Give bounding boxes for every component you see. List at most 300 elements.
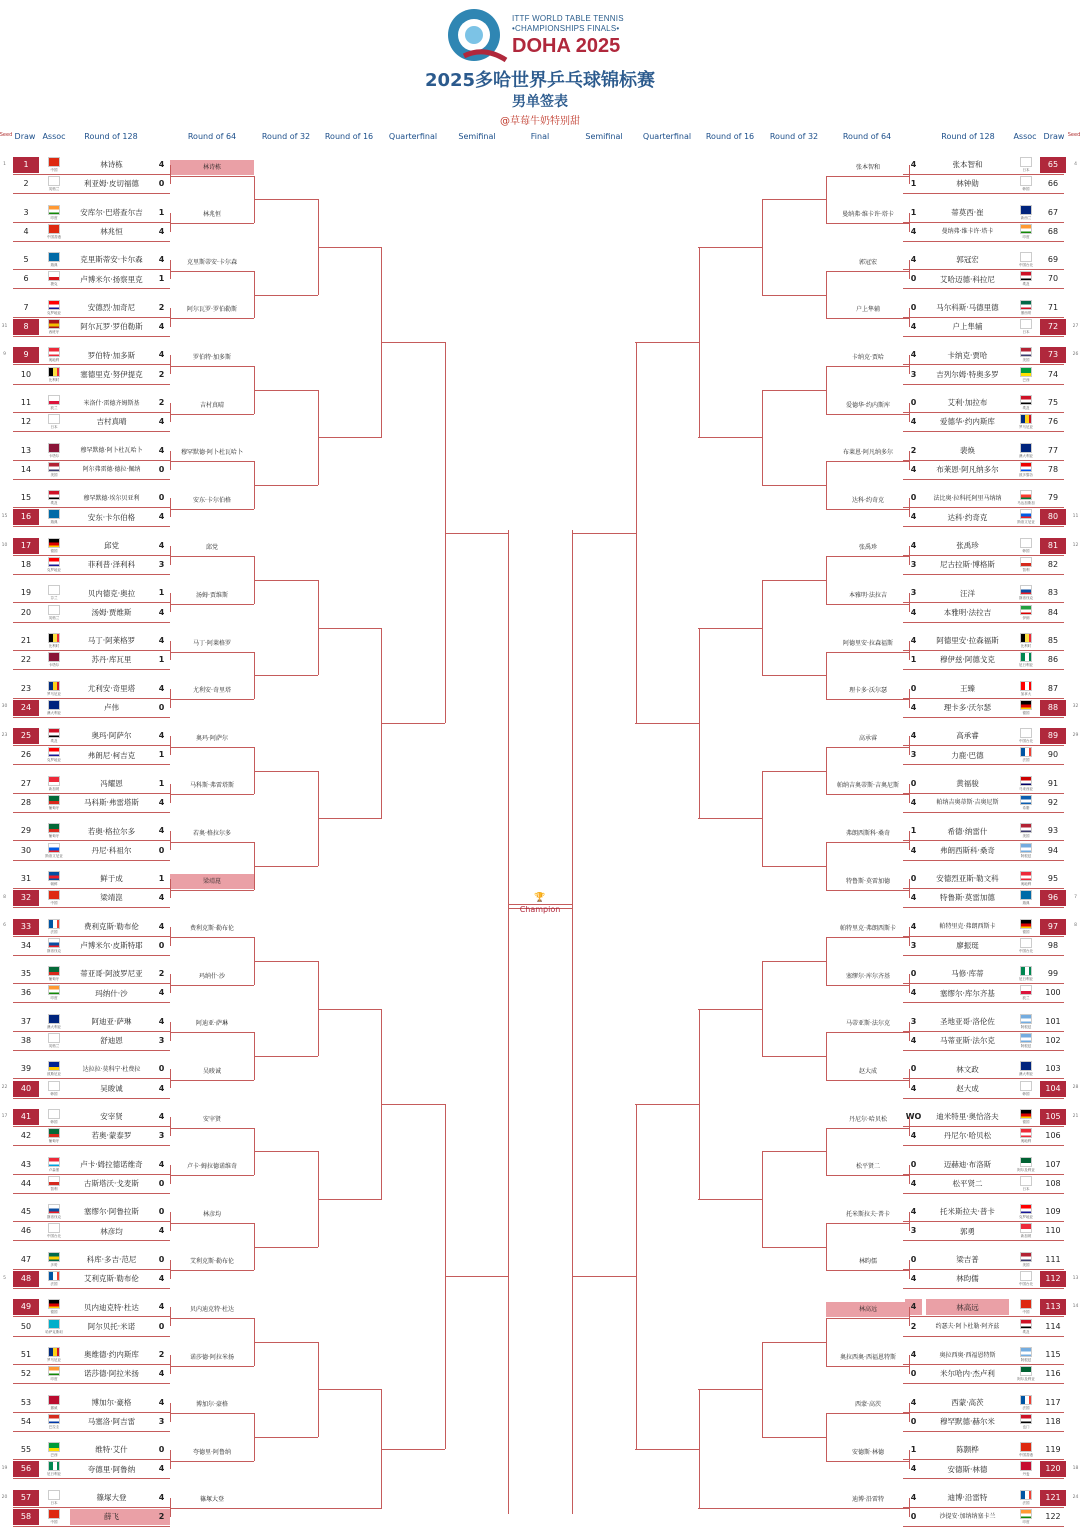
player-name[interactable]: 阿尔贝托·米诺 bbox=[87, 1321, 136, 1331]
player-name[interactable]: 郭冠宏 bbox=[956, 255, 979, 265]
draw-number: 25 bbox=[13, 728, 39, 744]
bracket-line bbox=[826, 1461, 910, 1462]
player-name[interactable]: 林彦均 bbox=[100, 1226, 123, 1236]
bracket-line bbox=[909, 1165, 910, 1184]
bracket-line bbox=[13, 1193, 170, 1194]
round64-name: 帕纳吉奥蒂斯·吉奥尼斯 bbox=[837, 782, 899, 790]
player-name[interactable]: 阿迪亚·萨琳 bbox=[91, 1017, 132, 1027]
flag-sk-icon bbox=[1020, 585, 1032, 595]
bracket-line bbox=[13, 860, 170, 861]
match-score: WO bbox=[905, 1112, 922, 1121]
assoc-label: 葡萄牙 bbox=[48, 977, 60, 982]
player-name[interactable]: 艾利克斯·勒布伦 bbox=[84, 1274, 139, 1284]
assoc-label: 葡萄牙 bbox=[48, 805, 60, 810]
flag-pt-icon bbox=[48, 823, 60, 833]
player-name[interactable]: 苏丹·库瓦里 bbox=[91, 655, 132, 665]
player-name[interactable]: 薛飞 bbox=[70, 1509, 153, 1525]
draw-number: 76 bbox=[1047, 417, 1059, 427]
player-name[interactable]: 博加尔·豪格 bbox=[91, 1397, 132, 1407]
bracket-line bbox=[170, 271, 254, 272]
round64-name: 特鲁斯·莫雷加德 bbox=[846, 877, 890, 885]
assoc-label: 马达加斯加 bbox=[1017, 501, 1035, 506]
player-name[interactable]: 弗朗尼·柯吉克 bbox=[87, 750, 136, 760]
flag-en-icon bbox=[48, 176, 60, 186]
bracket-line bbox=[826, 176, 910, 177]
player-name[interactable]: 林文政 bbox=[956, 1064, 979, 1074]
player-name[interactable]: 夸德里·阿鲁纳 bbox=[87, 1464, 136, 1474]
draw-number: 9 bbox=[13, 347, 39, 363]
player-name[interactable]: 吴晙诚 bbox=[100, 1083, 123, 1093]
player-name[interactable]: 克里斯蒂安·卡尔森 bbox=[80, 255, 143, 265]
player-name[interactable]: 廖振珽 bbox=[956, 940, 979, 950]
match-score: 0 bbox=[158, 702, 165, 712]
player-name[interactable]: 吉列尔姆·特奥多罗 bbox=[936, 369, 999, 379]
player-name[interactable]: 沙提安·加纳纳塞卡兰 bbox=[939, 1513, 996, 1521]
bracket-line bbox=[698, 1508, 762, 1509]
round64-name: 马蒂亚斯·法尔克 bbox=[846, 1020, 890, 1028]
player-name[interactable]: 曼纳弗·维卡许·塔卡 bbox=[941, 228, 994, 236]
bracket-line bbox=[13, 650, 170, 651]
draw-number: 69 bbox=[1047, 255, 1059, 265]
assoc-label: 墨西哥 bbox=[1020, 310, 1032, 315]
bracket-line bbox=[903, 1269, 1064, 1270]
draw-number: 54 bbox=[20, 1416, 32, 1426]
assoc-label: 阿根廷 bbox=[1020, 853, 1032, 858]
player-name[interactable]: 梁吉普 bbox=[956, 1255, 979, 1265]
player-name[interactable]: 高承睿 bbox=[956, 731, 979, 741]
player-name[interactable]: 安宰贤 bbox=[100, 1112, 123, 1122]
player-name[interactable]: 穆罕默德·埃尔贝亚利 bbox=[83, 494, 140, 502]
player-name[interactable]: 利亚姆·皮切福德 bbox=[84, 179, 139, 189]
draw-number: 58 bbox=[13, 1509, 39, 1525]
player-name[interactable]: 艾利·加拉布 bbox=[947, 398, 988, 408]
flag-au-icon bbox=[48, 1014, 60, 1024]
player-name[interactable]: 蒂亚哥·阿波罗尼亚 bbox=[80, 969, 143, 979]
bracket-line bbox=[13, 1288, 170, 1289]
bracket-line bbox=[826, 366, 827, 414]
player-name[interactable]: 艾哈迈德·科拉尼 bbox=[940, 274, 995, 284]
bracket-line bbox=[13, 1221, 170, 1222]
player-name[interactable]: 安德烈亚斯·勒文科 bbox=[936, 874, 999, 884]
bracket-line bbox=[13, 840, 170, 841]
player-name[interactable]: 贝内德克·奥拉 bbox=[87, 588, 136, 598]
player-name[interactable]: 帕纳吉奥蒂斯·吉奥尼斯 bbox=[936, 799, 999, 807]
bracket-line bbox=[170, 546, 171, 565]
round64-name: 罗伯特·加多斯 bbox=[193, 353, 231, 361]
match-score: 4 bbox=[910, 731, 917, 741]
assoc-label: 印度 bbox=[50, 1377, 58, 1382]
player-name[interactable]: 奥维德·约内斯库 bbox=[84, 1350, 139, 1360]
bracket-line bbox=[170, 652, 254, 653]
player-name[interactable]: 林高远 bbox=[926, 1299, 1009, 1315]
flag-cl-icon bbox=[1020, 557, 1032, 567]
draw-number: 91 bbox=[1047, 778, 1059, 788]
player-name[interactable]: 帕特里克·弗朗西斯卡 bbox=[939, 923, 996, 931]
player-name[interactable]: 奥玛·阿萨尔 bbox=[91, 731, 132, 741]
player-name[interactable]: 法比奥·拉科托阿里马纳纳 bbox=[933, 494, 1002, 502]
player-name[interactable]: 裴焕 bbox=[960, 445, 975, 455]
match-score: 0 bbox=[910, 1511, 917, 1521]
draw-number: 118 bbox=[1045, 1416, 1061, 1426]
player-name[interactable]: 菲利普·泽利科 bbox=[87, 560, 136, 570]
player-name[interactable]: 林兆恒 bbox=[100, 226, 123, 236]
seed-number: 12 bbox=[1072, 542, 1079, 548]
round64-name: 爱德华·约内斯库 bbox=[846, 401, 890, 409]
flag-ng-icon bbox=[1020, 966, 1032, 976]
draw-number: 87 bbox=[1047, 683, 1059, 693]
player-name[interactable]: 黄福骏 bbox=[956, 779, 979, 789]
draw-number: 85 bbox=[1047, 636, 1059, 645]
player-name[interactable]: 穆罕默德·阿卜杜瓦哈卜 bbox=[80, 447, 143, 455]
page-title: 2025多哈世界乒乓球锦标赛 bbox=[424, 70, 656, 91]
round64-name: 卡纳克·贾哈 bbox=[852, 353, 884, 361]
player-name[interactable]: 冯耀恩 bbox=[100, 779, 123, 789]
assoc-label: 斯洛文尼亚 bbox=[45, 853, 63, 858]
player-name[interactable]: 西蒙·高茨 bbox=[951, 1397, 984, 1407]
player-name[interactable]: 马塞洛·阿吉雷 bbox=[87, 1416, 136, 1426]
player-name[interactable]: 希德·纳雷什 bbox=[947, 826, 988, 836]
player-name[interactable]: 马蒂亚斯·法尔克 bbox=[940, 1036, 995, 1046]
assoc-label: 罗马尼亚 bbox=[47, 691, 61, 696]
assoc-label: 巴拉圭 bbox=[48, 1424, 60, 1429]
seed-number: 29 bbox=[1072, 732, 1079, 738]
draw-number: 104 bbox=[1040, 1081, 1066, 1097]
player-name[interactable]: 阿尔瓦罗·罗伯勒斯 bbox=[80, 322, 143, 332]
draw-number: 19 bbox=[20, 588, 32, 598]
match-score: 4 bbox=[910, 160, 917, 169]
match-score: 3 bbox=[158, 559, 165, 569]
player-name[interactable]: 达科·约奇克 bbox=[947, 512, 988, 522]
player-name[interactable]: 本雅明·法拉吉 bbox=[943, 607, 992, 617]
player-name[interactable]: 迪米特里·奥恰洛夫 bbox=[936, 1112, 999, 1122]
match-score: 0 bbox=[910, 874, 917, 883]
bracket-line bbox=[13, 1145, 170, 1146]
player-name[interactable]: 塞缪尔·阿鲁拉斯 bbox=[84, 1207, 139, 1217]
assoc-label: 日本 bbox=[1022, 329, 1030, 334]
assoc-label: 伊朗 bbox=[1022, 615, 1030, 620]
round64-name: 阿德里安·拉森福斯 bbox=[843, 639, 893, 647]
player-name[interactable]: 玛纳什·沙 bbox=[95, 988, 128, 998]
player-name[interactable]: 舒迪恩 bbox=[100, 1036, 123, 1046]
flag-nz-icon bbox=[1020, 205, 1032, 215]
player-name[interactable]: 布莱恩·阿凡纳多尔 bbox=[936, 464, 999, 474]
assoc-label: 埃及 bbox=[50, 501, 58, 506]
flag-in-icon bbox=[1020, 224, 1032, 234]
player-name[interactable]: 赵大成 bbox=[956, 1083, 979, 1093]
bracket-line bbox=[170, 1270, 254, 1271]
draw-number: 43 bbox=[20, 1159, 32, 1169]
seed-number: 8 bbox=[1074, 923, 1077, 929]
match-score: 4 bbox=[910, 255, 917, 265]
draw-number: 51 bbox=[20, 1350, 32, 1359]
bracket-line bbox=[903, 983, 1064, 984]
player-name[interactable]: 约瑟夫·阿卜杜勒·阿齐兹 bbox=[935, 1323, 1000, 1330]
bracket-line bbox=[254, 390, 318, 391]
match-score: 4 bbox=[910, 988, 917, 998]
player-name[interactable]: 奥拉西奥·西福恩特斯 bbox=[939, 1351, 996, 1359]
bracket-line bbox=[762, 1151, 763, 1246]
bracket-line bbox=[170, 461, 254, 462]
bracket-line bbox=[254, 485, 318, 486]
match-score: 2 bbox=[158, 969, 165, 979]
bracket-line bbox=[826, 652, 910, 653]
player-name[interactable]: 安库尔·巴塔查尔吉 bbox=[80, 207, 143, 217]
bracket-line bbox=[909, 736, 910, 755]
player-name[interactable]: 诺莎德·阿拉米扬 bbox=[84, 1369, 139, 1379]
player-name[interactable]: 尤利安·奇里塔 bbox=[87, 683, 136, 693]
draw-number: 71 bbox=[1047, 302, 1059, 312]
draw-number: 114 bbox=[1045, 1321, 1061, 1331]
bracket-line bbox=[903, 793, 1064, 794]
bracket-line bbox=[170, 1212, 171, 1231]
player-name[interactable]: 爱德华·约内斯库 bbox=[940, 417, 995, 427]
player-name[interactable]: 费利克斯·勒布伦 bbox=[84, 921, 139, 931]
match-score: 4 bbox=[158, 797, 165, 807]
player-name[interactable]: 力鹿·巴德 bbox=[951, 750, 984, 760]
assoc-label: 阿尔及利亚 bbox=[1017, 1377, 1035, 1382]
player-name[interactable]: 阿尔弗雷德·德拉·佩纳 bbox=[82, 466, 141, 474]
match-score: 4 bbox=[158, 160, 165, 169]
round64-name: 本雅明·法拉吉 bbox=[849, 591, 887, 599]
assoc-label: 德国 bbox=[50, 548, 58, 553]
draw-number: 82 bbox=[1047, 559, 1059, 569]
round64-name: 高承睿 bbox=[858, 734, 877, 742]
bracket-line bbox=[762, 199, 763, 294]
bracket-line bbox=[572, 530, 573, 1514]
flag-pt-icon bbox=[48, 966, 60, 976]
assoc-label: 英格兰 bbox=[48, 187, 60, 192]
assoc-label: 尼日利亚 bbox=[1019, 663, 1033, 668]
player-name[interactable]: 松平贤二 bbox=[952, 1178, 983, 1188]
header bbox=[0, 0, 1080, 130]
col-qf-left: Quarterfinal bbox=[388, 132, 438, 141]
player-name[interactable]: 马修·库蒂 bbox=[951, 969, 984, 979]
match-score: 0 bbox=[158, 1064, 165, 1074]
player-name[interactable]: 特鲁斯·莫雷加德 bbox=[940, 893, 995, 903]
match-score: 1 bbox=[910, 1445, 917, 1455]
bracket-line bbox=[826, 1223, 910, 1224]
assoc-label: 阿根廷 bbox=[1020, 1358, 1032, 1362]
player-name[interactable]: 阿德里安·拉森福斯 bbox=[936, 636, 999, 646]
player-name[interactable]: 安德烈·加奇尼 bbox=[87, 303, 136, 313]
bracket-line bbox=[903, 574, 1064, 575]
bracket-line bbox=[826, 318, 910, 319]
player-name[interactable]: 圣地亚哥·洛伦佐 bbox=[940, 1017, 995, 1027]
draw-number: 11 bbox=[20, 398, 32, 407]
player-name[interactable]: 科库·多吉·范尼 bbox=[86, 1255, 137, 1265]
player-name[interactable]: 达拉拉·莫科宁·杜费拉 bbox=[82, 1065, 141, 1073]
draw-number: 65 bbox=[1040, 157, 1066, 173]
match-score: 4 bbox=[910, 1273, 917, 1283]
bracket-line bbox=[826, 1080, 910, 1081]
round64-name: 尤利安·奇里塔 bbox=[193, 687, 231, 695]
player-name[interactable]: 穆伊兹·阿德戈克 bbox=[940, 655, 995, 665]
bracket-line bbox=[13, 1126, 170, 1127]
flag-hk-icon bbox=[1020, 1442, 1032, 1452]
player-name[interactable]: 篠塚大登 bbox=[96, 1493, 127, 1503]
player-name[interactable]: 安东·卡尔伯格 bbox=[87, 512, 136, 522]
assoc-label: 韩国 bbox=[1022, 1091, 1030, 1096]
match-score: 4 bbox=[158, 1464, 165, 1474]
match-score: 3 bbox=[910, 369, 917, 379]
draw-number: 53 bbox=[20, 1397, 32, 1407]
player-name[interactable]: 郭勇 bbox=[960, 1226, 975, 1236]
player-name[interactable]: 若奥·蒙泰罗 bbox=[91, 1131, 132, 1141]
flag-kr-icon bbox=[1020, 1081, 1032, 1091]
bracket-line bbox=[254, 295, 318, 296]
player-name[interactable]: 穆罕默德·赫尔米 bbox=[940, 1416, 995, 1426]
bracket-line bbox=[826, 509, 910, 510]
draw-number: 106 bbox=[1045, 1131, 1061, 1141]
assoc-label: 印度 bbox=[50, 215, 58, 220]
bracket-line bbox=[381, 1104, 445, 1105]
player-name[interactable]: 维特·艾什 bbox=[95, 1445, 128, 1455]
player-name[interactable]: 迪博·沿雷特 bbox=[947, 1493, 988, 1503]
bracket-line bbox=[909, 451, 910, 470]
round64-name: 阿尔瓦罗·罗伯勒斯 bbox=[187, 306, 237, 314]
assoc-label: 英格兰 bbox=[48, 615, 60, 620]
draw-number: 35 bbox=[20, 969, 32, 979]
flag-cz-icon bbox=[48, 271, 60, 281]
match-score: 0 bbox=[158, 493, 165, 503]
flag-ng-icon bbox=[48, 1461, 60, 1471]
bracket-line bbox=[909, 165, 910, 184]
round64-name: 郭冠宏 bbox=[858, 258, 877, 266]
draw-number: 55 bbox=[20, 1445, 32, 1455]
player-name[interactable]: 张本智和 bbox=[952, 160, 983, 170]
player-name[interactable]: 塞德里克·努伊提克 bbox=[80, 369, 143, 379]
assoc-label: 尼日利亚 bbox=[47, 1472, 61, 1477]
player-name[interactable]: 罗伯特·加多斯 bbox=[87, 350, 136, 360]
player-name[interactable]: 米尔哈内·杰卢利 bbox=[940, 1369, 995, 1379]
match-score: 4 bbox=[158, 445, 165, 455]
player-name[interactable]: 马科斯·弗雷塔斯 bbox=[84, 798, 139, 808]
player-name[interactable]: 汤姆·贾维斯 bbox=[91, 607, 132, 617]
assoc-label: 比利时 bbox=[48, 644, 60, 648]
bracket-line bbox=[826, 366, 910, 367]
assoc-label: 新加坡 bbox=[1020, 1234, 1032, 1239]
bracket-line bbox=[13, 574, 170, 575]
bracket-line bbox=[170, 1175, 254, 1176]
player-name[interactable]: 张禹珍 bbox=[956, 541, 979, 551]
seed-number: 17 bbox=[1, 1113, 8, 1119]
bracket-line bbox=[170, 509, 254, 510]
match-score: 4 bbox=[910, 893, 917, 903]
bracket-line bbox=[170, 366, 254, 367]
match-score: 4 bbox=[158, 826, 165, 836]
player-name[interactable]: 丹尼尔·哈贝松 bbox=[943, 1131, 992, 1141]
bracket-line bbox=[13, 1269, 170, 1270]
match-score: 0 bbox=[158, 179, 165, 189]
player-name[interactable]: 卢伟 bbox=[104, 702, 119, 712]
player-name[interactable]: 林钟勋 bbox=[956, 179, 979, 189]
bracket-line bbox=[909, 784, 910, 803]
player-name[interactable]: 塞缪尔·库尔齐基 bbox=[940, 988, 995, 998]
player-name[interactable]: 若奥·格拉尔多 bbox=[87, 826, 136, 836]
match-score: 4 bbox=[158, 512, 165, 522]
flag-in-icon bbox=[48, 205, 60, 215]
draw-number: 66 bbox=[1047, 179, 1059, 189]
flag-sk-icon bbox=[48, 938, 60, 948]
round64-name: 艾利克斯·勒布伦 bbox=[190, 1258, 234, 1266]
bracket-line bbox=[903, 1002, 1064, 1003]
player-name[interactable]: 陈颢桦 bbox=[956, 1445, 979, 1455]
round64-name: 阿迪亚·萨琳 bbox=[196, 1020, 228, 1028]
player-name[interactable]: 马丁·阿莱格罗 bbox=[87, 636, 136, 646]
player-name[interactable]: 卢卡·姆拉德诺维奇 bbox=[80, 1159, 143, 1169]
bracket-line bbox=[762, 580, 763, 675]
flag-pt-icon bbox=[48, 795, 60, 805]
player-name[interactable]: 卢博米尔·扬察里克 bbox=[80, 274, 143, 284]
player-name[interactable]: 迈赫迪·布洛斯 bbox=[943, 1159, 992, 1169]
assoc-label: 加拿大 bbox=[1020, 691, 1032, 696]
player-name[interactable]: 古斯塔沃·戈麦斯 bbox=[84, 1178, 139, 1188]
player-name[interactable]: 弗朗西斯科·桑奇 bbox=[940, 845, 995, 855]
round64-name: 奥拉西奥·西福恩特斯 bbox=[840, 1353, 896, 1361]
assoc-label: 比利时 bbox=[1020, 644, 1032, 648]
match-score: 1 bbox=[158, 588, 165, 598]
draw-number: 86 bbox=[1047, 655, 1059, 665]
player-name[interactable]: 梁靖崑 bbox=[100, 893, 123, 903]
player-name[interactable]: 林诗栋 bbox=[100, 160, 123, 170]
flag-hr-icon bbox=[48, 747, 60, 757]
player-name[interactable]: 王臻 bbox=[960, 683, 975, 693]
player-name[interactable]: 邱党 bbox=[104, 541, 119, 551]
player-name[interactable]: 丹尼·科祖尔 bbox=[91, 845, 132, 855]
assoc-label: 克罗地亚 bbox=[47, 567, 61, 572]
bracket-line bbox=[13, 288, 170, 289]
player-name[interactable]: 鲜于成 bbox=[100, 874, 123, 884]
round64-name: 安德斯·林德 bbox=[852, 1448, 884, 1456]
player-name[interactable]: 蒂莫西·崔 bbox=[951, 207, 984, 217]
bracket-line bbox=[903, 1145, 1064, 1146]
player-name[interactable]: 林昀儒 bbox=[956, 1274, 979, 1284]
bracket-line bbox=[170, 1413, 254, 1414]
player-name[interactable]: 卢博米尔·皮斯特耶 bbox=[80, 940, 143, 950]
flag-jp-icon bbox=[1020, 157, 1032, 167]
player-name[interactable]: 贝内迪克特·杜达 bbox=[84, 1302, 139, 1312]
match-score: 4 bbox=[158, 1226, 165, 1236]
flag-cn-icon bbox=[48, 1509, 60, 1519]
bracket-line bbox=[826, 461, 827, 509]
assoc-label: 德国 bbox=[1022, 710, 1030, 715]
player-name[interactable]: 汪洋 bbox=[960, 588, 975, 598]
assoc-label: 印度 bbox=[50, 996, 58, 1001]
player-name[interactable]: 卡纳克·贾哈 bbox=[947, 350, 988, 360]
bracket-line bbox=[13, 669, 170, 670]
seed-number: 19 bbox=[1, 1466, 8, 1472]
bracket-line bbox=[903, 888, 1064, 889]
player-name[interactable]: 马尔科斯·马德里德 bbox=[936, 303, 999, 313]
player-name[interactable]: 户上隼辅 bbox=[952, 322, 983, 332]
flag-my-icon bbox=[1020, 776, 1032, 786]
round64-name: 户上隼辅 bbox=[855, 306, 880, 314]
player-name[interactable]: 尼古拉斯·博格斯 bbox=[940, 560, 995, 570]
player-name[interactable]: 托米斯拉夫·普卡 bbox=[940, 1207, 995, 1217]
col-sf-left: Semifinal bbox=[458, 132, 496, 141]
match-score: 3 bbox=[910, 559, 917, 569]
draw-number: 39 bbox=[20, 1064, 32, 1074]
bracket-line bbox=[318, 818, 382, 819]
player-name[interactable]: 米洛什·雷德齐姆斯基 bbox=[83, 399, 140, 407]
match-score: 4 bbox=[158, 540, 165, 550]
player-name[interactable]: 理卡多·沃尔瑟 bbox=[943, 702, 992, 712]
seed-number: 24 bbox=[1072, 1494, 1079, 1500]
player-name[interactable]: 安德斯·林德 bbox=[947, 1464, 988, 1474]
player-name[interactable]: 吉村真晴 bbox=[96, 417, 127, 427]
assoc-label: 卡塔尔 bbox=[48, 453, 60, 458]
round64-name: 博加尔·豪格 bbox=[196, 1401, 228, 1409]
